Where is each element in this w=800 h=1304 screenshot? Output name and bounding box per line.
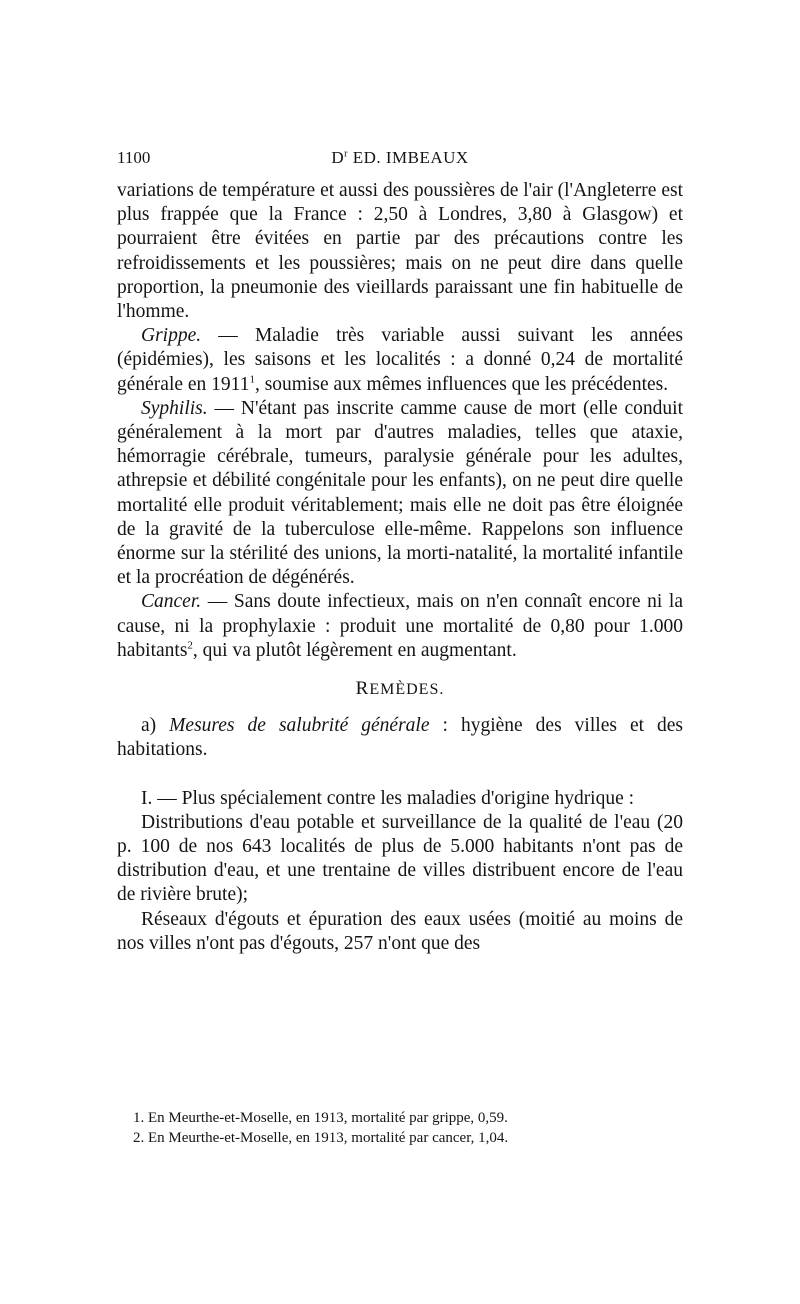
author-name: ED. IMBEAUX — [347, 148, 469, 167]
subsection-a-label: Mesures de salubrité générale — [169, 715, 430, 737]
footnotes — [133, 1108, 653, 1148]
syphilis-label: Syphilis. — [141, 397, 208, 419]
cancer-text-b: , qui va plutôt légèrement en augmentant. — [192, 639, 517, 661]
page-header — [117, 148, 683, 170]
grippe-label: Grippe. — [141, 325, 202, 347]
paragraph-eau: Distributions d'eau potable et surveillance de la qualité de l'eau (20 p. 100 de nos 643 localités de plus de 5.000 habitants n'ont pas de distribution d'eau, et une trentaine de villes distribuent encore de l'eau de rivière brute); — [117, 811, 683, 906]
paragraph-grippe — [117, 324, 683, 397]
grippe-text-a: — Maladie très variable aussi suivant les années (épidémies), les saisons et les localités : a donné 0,24 de mortalité générale en 1911 — [117, 325, 683, 395]
cancer-text-a: — Sans doute infectieux, mais on n'en connaît encore ni la cause, ni la prophylaxie : produit une mortalité de 0,80 pour 1.000 habitants — [117, 591, 683, 661]
subsection-i: I. — Plus spécialement contre les maladies d'origine hydrique : — [141, 787, 635, 809]
footnote-2: 2. En Meurthe-et-Moselle, en 1913, mortalité par cancer, 1,04. — [133, 1130, 509, 1146]
body-text — [117, 179, 683, 956]
subsection-a-prefix: a) — [141, 715, 170, 737]
cancer-label: Cancer. — [141, 591, 202, 613]
section-title-cap: R — [355, 678, 370, 700]
paragraph-cancer — [117, 590, 683, 663]
spacer — [117, 763, 683, 787]
author-prefix: D — [331, 148, 345, 167]
footnote-ref-1: 1 — [249, 373, 255, 386]
section-title-remedes — [117, 677, 683, 702]
author-sup: r — [344, 148, 348, 160]
footnote-ref-2: 2 — [187, 639, 193, 652]
running-head — [117, 148, 683, 168]
paragraph-egouts: Réseaux d'égouts et épuration des eaux usées (moitié au moins de nos villes n'ont pas d'égouts, 257 n'ont que des — [117, 908, 683, 954]
subsection-a — [117, 714, 683, 762]
syphilis-text: — N'étant pas inscrite camme cause de mort (elle conduit généralement à la mort par d'autres maladies, telles que ataxie, hémorragie cérébrale, tumeurs, paralysie générale pour les adultes, athrepsie et débilité congénitale pour les enfants), on ne peut dire quelle mortalité elle produit véritablement; mais elle ne doit pas être éloignée de la gravité de la tuberculose elle-même. Rappelons son influence énorme sur la stérilité des unions, la morti-natalité, la mortalité infantile et la procréation de dégénérés. — [117, 397, 683, 589]
page-number: 1100 — [117, 148, 151, 167]
footnote-1: 1. En Meurthe-et-Moselle, en 1913, mortalité par grippe, 0,59. — [133, 1110, 508, 1126]
section-title-rest: EMÈDES. — [369, 681, 445, 699]
paragraph-syphilis — [117, 397, 683, 591]
subsection-a-text: : hygiène des villes et des habitations. — [117, 715, 684, 761]
grippe-text-b: , soumise aux mêmes influences que les précédentes. — [254, 373, 669, 395]
paragraph-pneumonie: variations de température et aussi des poussières de l'air (l'Angleterre est plus frappée que la France : 2,50 à Londres, 3,80 à Glasgow) et pourraient être évitées en partie par des précautions contre les refroidissements et les poussières; mais on ne peut dire dans quelle proportion, la pneumonie des vieillards paraissant une fin habituelle de l'homme. — [117, 180, 683, 323]
